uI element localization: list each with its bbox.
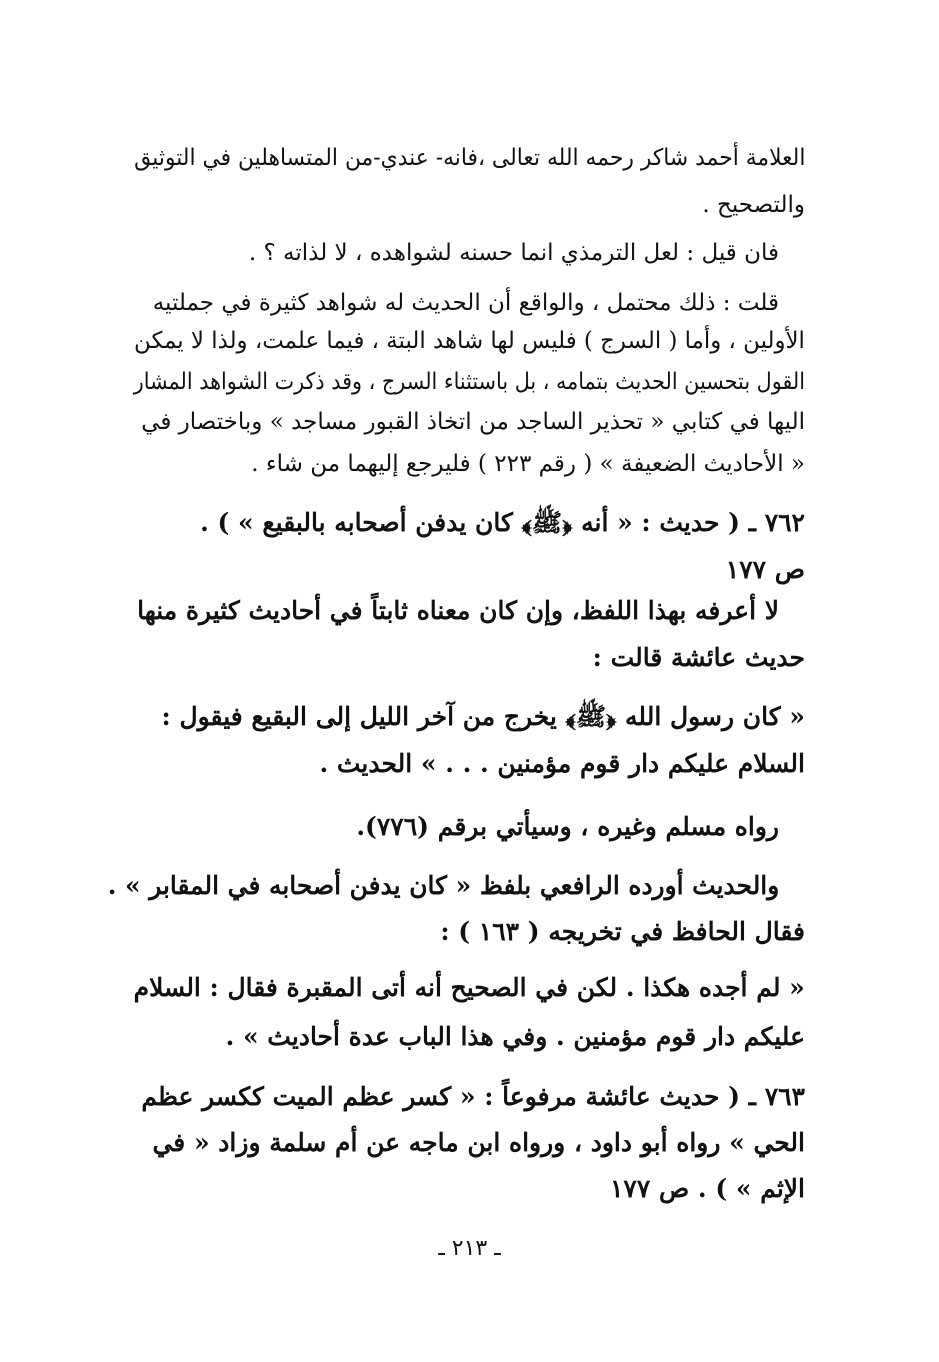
page-number: ـ ٢١٣ ـ (438, 1236, 501, 1261)
hadith-heading: ٧٦٢ ـ ( حديث : « أنه ﴿ﷺ﴾ كان يدفن أصحابه بالبقيع » ) . (200, 508, 805, 537)
text-line: فان قيل : لعل الترمذي انما حسنه لشواهده ، لا لذاته ؟ . (248, 240, 779, 266)
text-line: الأولين ، وأما ( السرج ) فليس لها شاهد البتة ، فيما علمت، ولذا لا يمكن (134, 328, 805, 354)
text-line: حديث عائشة قالت : (592, 643, 805, 672)
text-line: والتصحيح . (702, 192, 805, 218)
quote-line: عليكم دار قوم مؤمنين . وفي هذا الباب عدة أحاديث » . (225, 1022, 805, 1051)
quote-line: « لم أجده هكذا . لكن في الصحيح أنه أتى المقبرة فقال : السلام (133, 973, 805, 1002)
text-line: لا أعرفه بهذا اللفظ، وإن كان معناه ثابتاً في أحاديث كثيرة منها (137, 596, 779, 625)
text-line: « الأحاديث الضعيفة » ( رقم ٢٢٣ ) فليرجع إليهما من شاء . (251, 451, 805, 477)
page-reference: ص ١٧٧ (725, 555, 805, 584)
text-line: رواه مسلم وغيره ، وسيأتي برقم (٧٧٦). (356, 812, 779, 841)
text-line: اليها في كتابي « تحذير الساجد من اتخاذ القبور مساجد » وباختصار في (141, 409, 805, 435)
text-line: العلامة أحمد شاكر رحمه الله تعالى ،فانه- عندي-من المتساهلين في التوثيق (133, 145, 805, 171)
text-line: الحي » رواه أبو داود ، ورواه ابن ماجه عن أم سلمة وزاد « في (152, 1128, 805, 1157)
text-line: فقال الحافظ في تخريجه ( ١٦٣ ) : (440, 917, 805, 946)
quote-line: السلام عليكم دار قوم مؤمنين . . . » الحديث . (319, 749, 805, 778)
hadith-heading: ٧٦٣ ـ ( حديث عائشة مرفوعاً : « كسر عظم الميت ككسر عظم (141, 1082, 805, 1111)
quote-line: « كان رسول الله ﴿ﷺ﴾ يخرج من آخر الليل إلى البقيع فيقول : (161, 702, 805, 731)
text-line: القول بتحسين الحديث بتمامه ، بل باستثناء السرج ، وقد ذكرت الشواهد المشار (133, 369, 805, 395)
text-line: الإثم » ) . ص ١٧٧ (610, 1174, 805, 1203)
text-line: والحديث أورده الرافعي بلفظ « كان يدفن أصحابه في المقابر » . (107, 871, 779, 900)
text-line: قلت : ذلك محتمل ، والواقع أن الحديث له شواهد كثيرة في جملتيه (152, 290, 779, 316)
